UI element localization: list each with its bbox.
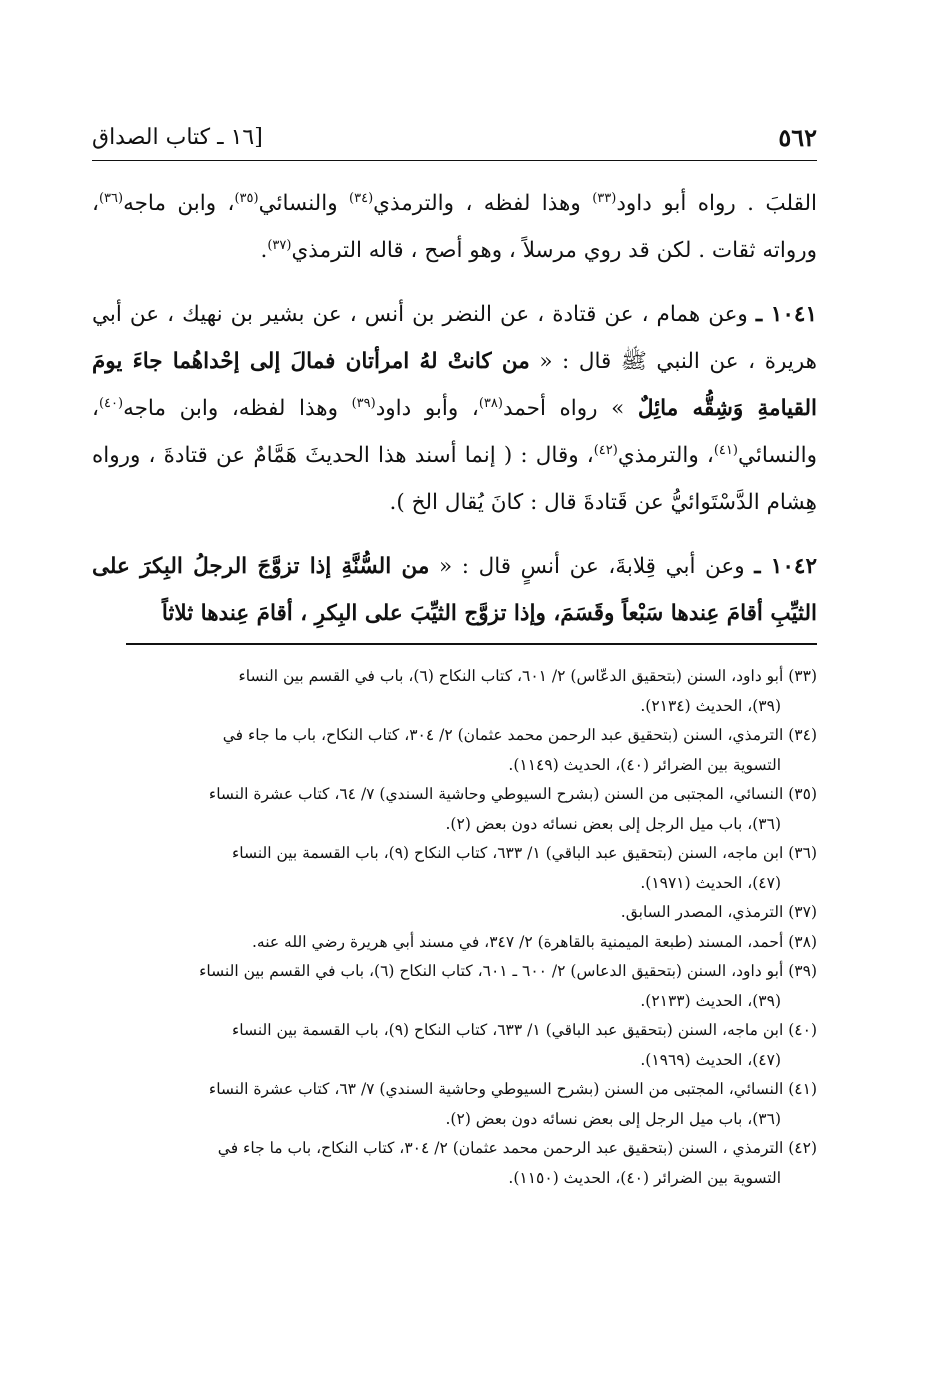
header-rule <box>92 160 817 161</box>
footnote-reference: (٣٦) <box>98 190 124 206</box>
footnote-reference: (٤٢) <box>593 442 618 458</box>
bold-text: ١٠٤١ ـ <box>755 302 817 327</box>
text-run: وعن أبي قِلابةَ، عن أنسٍ قال : « <box>429 554 755 579</box>
text-run: وهذا لفظه ، والترمذي <box>373 191 593 216</box>
page-header <box>92 120 817 154</box>
footnote-line <box>92 1075 817 1105</box>
footnote-line <box>92 662 817 692</box>
paragraph <box>92 291 817 526</box>
text-run: القلبَ . رواه أبو داود <box>616 191 817 216</box>
footnote <box>92 957 817 1016</box>
footnote-number: (٣٣) <box>788 667 817 685</box>
footnote <box>92 780 817 839</box>
footnote-number: (٣٦) <box>788 844 817 862</box>
text-run: . <box>260 238 268 263</box>
footnote-text: (٤٧)، الحديث (١٩٧١). <box>640 873 781 892</box>
footnote-text: الترمذي، المصدر السابق. <box>620 903 784 921</box>
paragraph <box>92 180 817 274</box>
footnote-line <box>92 898 817 928</box>
footnote-number: (٤١) <box>788 1080 817 1098</box>
footnotes <box>92 662 817 1193</box>
footnote <box>92 1134 817 1193</box>
text-run: ، وابن ماجه <box>123 191 235 216</box>
footnote-text: (٤٧)، الحديث (١٩٦٩). <box>640 1050 781 1069</box>
footnote-line <box>92 869 817 899</box>
text-run: ، ورواته ثقات . لكن قد روي مرسلاً ، وهو أصح ، قاله الترمذي <box>92 191 817 263</box>
footnote <box>92 1075 817 1134</box>
footnote-line <box>92 1134 817 1164</box>
page-number: ٥٦٢ <box>778 122 817 152</box>
footnote-line <box>92 721 817 751</box>
main-text <box>92 180 817 654</box>
footnote-reference: (٣٩) <box>351 395 376 411</box>
footnote-number: (٤٢) <box>788 1139 817 1157</box>
text-run: ، والنسائي <box>92 396 817 468</box>
text-run: ، وأبو داود <box>375 396 479 421</box>
footnote-reference: (٣٣) <box>592 190 617 206</box>
footnote <box>92 928 817 958</box>
footnote-reference: (٣٤) <box>349 190 374 206</box>
text-run: ، والترمذي <box>617 443 714 468</box>
bold-text: من السُّنَّةِ إذا تزوَّجَ الرجلُ البِكرَ على الثيِّبِ أقامَ عِندها سَبْعاً وقَسَمَ، وإذا تزوَّج الثيِّبَ على البِكرِ ، أقامَ عِندها ثلاثاً <box>92 554 817 626</box>
bold-text: ١٠٤٢ ـ <box>754 554 817 579</box>
paragraph <box>92 543 817 637</box>
footnote-text: أبو داود، السنن (بتحقيق الدعّاس) ٢/ ٦٠١، كتاب النكاح (٦)، باب في القسم بين النساء <box>238 667 784 685</box>
footnote <box>92 662 817 721</box>
footnote-separator <box>126 643 817 645</box>
footnote-text: أحمد، المسند (طبعة الميمنية بالقاهرة) ٢/ ٣٤٧، في مسند أبي هريرة رضي الله عنه. <box>251 932 784 951</box>
text-run: » رواه أحمد <box>502 396 638 421</box>
footnote-line <box>92 692 817 722</box>
footnote <box>92 721 817 780</box>
footnote-text: (٣٩)، الحديث (٢١٣٣). <box>640 991 781 1010</box>
footnote-reference: (٣٧) <box>267 237 292 253</box>
footnote-line <box>92 1046 817 1076</box>
footnote-line <box>92 751 817 781</box>
footnote-number: (٣٤) <box>788 726 817 744</box>
footnote-number: (٣٩) <box>788 962 817 980</box>
footnote-line <box>92 780 817 810</box>
footnote-line <box>92 928 817 958</box>
footnote-text: ابن ماجه، السنن (بتحقيق عبد الباقي) ١/ ٦٣٣، كتاب النكاح (٩)، باب القسمة بين النساء <box>231 844 784 862</box>
footnote <box>92 1016 817 1075</box>
footnote-text: ابن ماجه، السنن (بتحقيق عبد الباقي) ١/ ٦٣٣، كتاب النكاح (٩)، باب القسمة بين النساء <box>231 1021 784 1039</box>
footnote-line <box>92 1105 817 1135</box>
footnote-line <box>92 810 817 840</box>
bold-text: من كانتْ لهُ امرأتان فمالَ إلى إحْداهُما جاءَ يومَ القيامةِ وَشِقُّه مائِلٌ <box>92 349 818 421</box>
footnote-text: أبو داود، السنن (بتحقيق الدعاس) ٢/ ٦٠٠ ـ ٦٠١، كتاب النكاح (٦)، باب في القسم بين النساء <box>199 962 784 980</box>
footnote-text: النسائي، المجتبى من السنن (بشرح السيوطي وحاشية السندي) ٧/ ٦٤، كتاب عشرة النساء <box>208 785 784 803</box>
footnote-number: (٣٧) <box>788 903 817 921</box>
text-run: وعن همام ، عن قتادة ، عن النضر بن أنس ، عن بشير بن نهيك ، عن أبي هريرة ، عن النبي ﷺ قال : « <box>92 302 817 374</box>
text-run: وهذا لفظه، وابن ماجه <box>123 396 352 421</box>
text-run: والنسائي <box>258 191 350 216</box>
footnote-text: الترمذي، السنن (بتحقيق عبد الرحمن محمد عثمان) ٢/ ٣٠٤، كتاب النكاح، باب ما جاء في <box>222 726 784 744</box>
footnote-text: (٣٦)، باب ميل الرجل إلى بعض نسائه دون بعض (٢). <box>445 814 781 833</box>
footnote-line <box>92 839 817 869</box>
footnote-reference: (٣٥) <box>234 190 259 206</box>
footnote-number: (٣٨) <box>788 932 817 951</box>
footnote-text: الترمذي ، السنن (بتحقيق عبد الرحمن محمد عثمان) ٢/ ٣٠٤، كتاب النكاح، باب ما جاء في <box>217 1139 784 1157</box>
footnote-text: النسائي، المجتبى من السنن (بشرح السيوطي وحاشية السندي) ٧/ ٦٣، كتاب عشرة النساء <box>208 1080 784 1098</box>
footnote-line <box>92 957 817 987</box>
footnote-line <box>92 1164 817 1194</box>
running-title: [١٦ ـ كتاب الصداق <box>92 124 263 150</box>
footnote-reference: (٤١) <box>713 442 738 458</box>
footnote-text: (٣٦)، باب ميل الرجل إلى بعض نسائه دون بعض (٢). <box>445 1109 781 1128</box>
footnote-text: (٣٩)، الحديث (٢١٣٤). <box>640 696 781 715</box>
footnote-line <box>92 987 817 1017</box>
footnote-text: التسوية بين الضرائر (٤٠)، الحديث (١١٥٠). <box>508 1168 781 1187</box>
footnote-text: التسوية بين الضرائر (٤٠)، الحديث (١١٤٩). <box>508 755 781 774</box>
footnote-reference: (٤٠) <box>98 395 124 411</box>
text-run: ، وقال : ( إنما أسند هذا الحديثَ هَمَّامٌ عن قتادةَ ، ورواه هِشام الدَّسْتَوائيُّ عن قَتادةَ قال : كانَ يُقال الخ ). <box>92 443 817 515</box>
footnote-number: (٣٥) <box>788 785 817 803</box>
footnote <box>92 839 817 898</box>
footnote-number: (٤٠) <box>788 1021 817 1039</box>
footnote <box>92 898 817 928</box>
footnote-reference: (٣٨) <box>478 395 503 411</box>
footnote-line <box>92 1016 817 1046</box>
